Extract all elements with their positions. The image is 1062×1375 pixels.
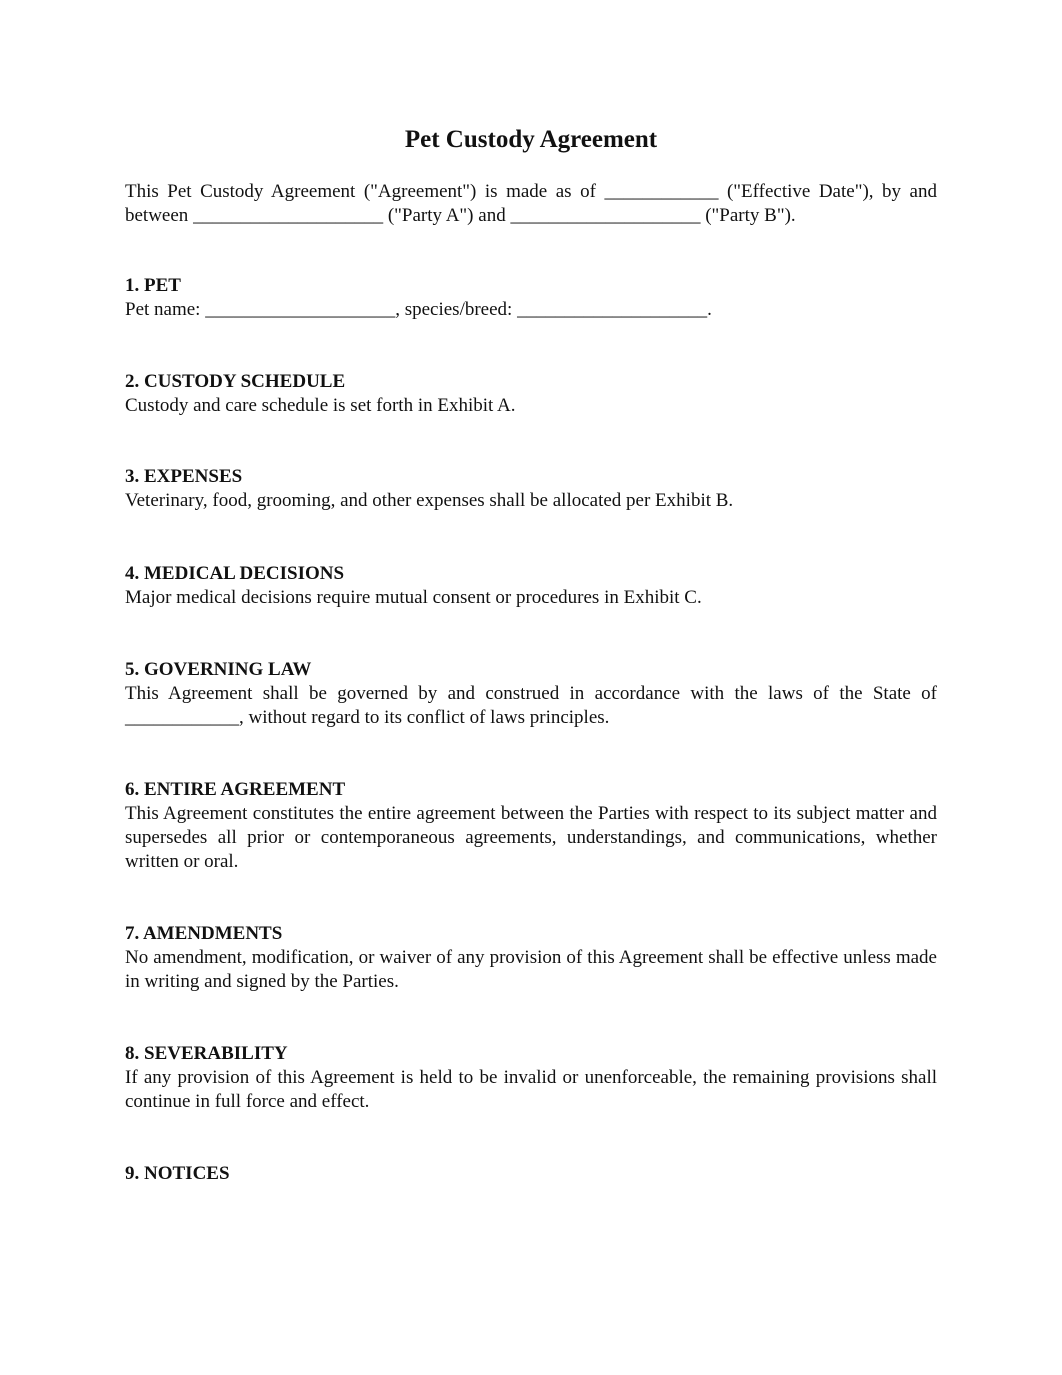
section-heading: 1. PET [125,275,181,296]
pet-line-end: . [707,299,712,320]
section-amendments [125,922,937,994]
section-heading: 4. MEDICAL DECISIONS [125,563,345,584]
section-heading: 5. GOVERNING LAW [125,659,312,680]
governing-law-text-1: This Agreement shall be governed by and construed in accordance with the laws of the State of [125,683,937,704]
section-heading: 7. AMENDMENTS [125,923,283,944]
species-blank: ____________________ [517,299,708,320]
section-expenses [125,465,937,513]
pet-name-blank: ____________________ [205,299,396,320]
section-notices [125,1162,937,1186]
intro-paragraph [125,180,937,228]
intro-text-2: ("Effective Date"), by and between [125,181,937,226]
section-medical-decisions [125,562,937,610]
section-pet [125,274,937,322]
section-body [125,682,937,730]
section-body [125,298,937,322]
section-severability [125,1042,937,1114]
intro-text-4: ("Party B"). [700,205,796,226]
section-body: If any provision of this Agreement is held to be invalid or unenforceable, the remaining provisions shall continue in full force and effect. [125,1067,937,1112]
section-heading: 8. SEVERABILITY [125,1043,288,1064]
pet-name-label: Pet name: [125,299,206,320]
section-custody-schedule [125,370,937,418]
section-heading: 3. EXPENSES [125,466,243,487]
species-label: , species/breed: [395,299,518,320]
section-body: This Agreement constitutes the entire agreement between the Parties with respect to its subject matter and supersedes all prior or contemporaneous agreements, understandings, and communications, whether written or oral. [125,803,937,872]
intro-text-1: This Pet Custody Agreement ("Agreement") is made as of [125,181,605,202]
section-heading: 2. CUSTODY SCHEDULE [125,371,346,392]
section-body: Veterinary, food, grooming, and other expenses shall be allocated per Exhibit B. [125,490,734,511]
section-heading: 9. NOTICES [125,1163,230,1184]
intro-text-3: ("Party A") and [383,205,511,226]
party-b-blank: ____________________ [510,205,701,226]
section-governing-law [125,658,937,730]
section-body: No amendment, modification, or waiver of any provision of this Agreement shall be effective unless made in writing and signed by the Parties. [125,947,937,992]
effective-date-blank: ____________ [604,181,719,202]
section-entire-agreement [125,778,937,874]
section-body: Custody and care schedule is set forth in Exhibit A. [125,395,516,416]
section-body: Major medical decisions require mutual consent or procedures in Exhibit C. [125,587,702,608]
party-a-blank: ____________________ [193,205,384,226]
state-blank: ____________ [125,707,239,728]
document-title: Pet Custody Agreement [404,126,658,153]
section-heading: 6. ENTIRE AGREEMENT [125,779,346,800]
governing-law-text-2: , without regard to its conflict of laws principles. [239,707,610,728]
